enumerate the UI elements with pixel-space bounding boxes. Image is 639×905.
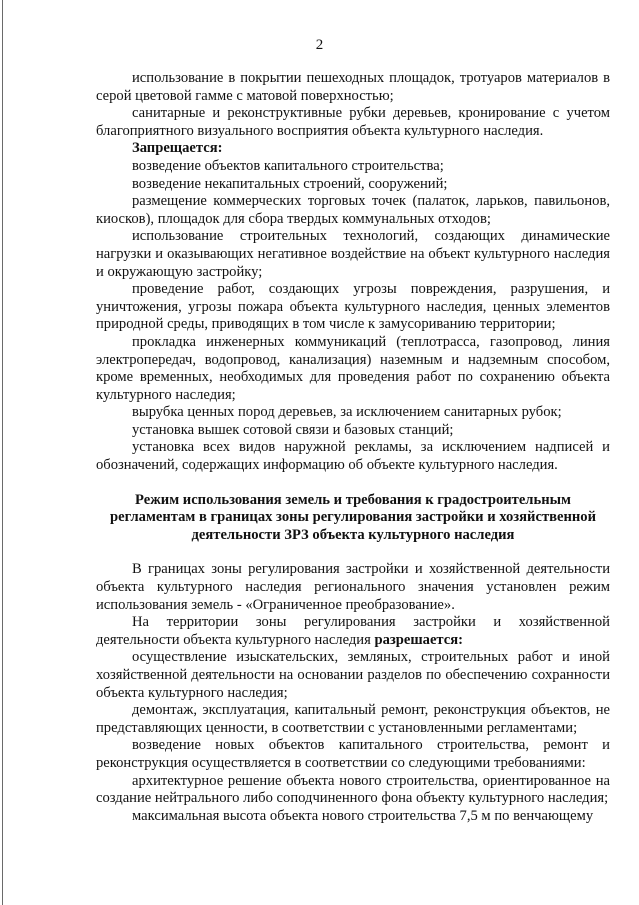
prohibited-item: проведение работ, создающих угрозы повреждения, разрушения, и уничтожения, угрозы пожара объекта культурного наследия, ценных элементов природной среды, приводящих в том числе к замусориванию территории; xyxy=(96,281,610,333)
document-body xyxy=(96,70,610,825)
allowed-item: возведение новых объектов капитального строительства, ремонт и реконструкция осуществляется в соответствии со следующими требованиями: xyxy=(96,737,610,771)
prohibited-item: использование строительных технологий, создающих динамические нагрузки и оказывающих негативное воздействие на объект культурного наследия и окружающую застройку; xyxy=(96,228,610,280)
prohibited-item: размещение коммерческих торговых точек (палаток, ларьков, павильонов, киосков), площадок для сбора твердых коммунальных отходов; xyxy=(96,193,610,227)
allowed-item: архитектурное решение объекта нового строительства, ориентированное на создание нейтрального либо соподчиненного фона объекту культурного наследия; xyxy=(96,772,610,807)
prohibited-item: возведение некапитальных строений, сооружений; xyxy=(132,175,448,192)
paragraph-allowed-intro: На территории зоны регулирования застройки и хозяйственной деятельности объекта культурного наследия разрешается: xyxy=(96,614,610,648)
page-number: 2 xyxy=(315,37,324,53)
section-heading xyxy=(96,492,610,545)
prohibited-item: установка всех видов наружной рекламы, за исключением надписей и обозначений, содержащих информацию об объекте культурного наследия. xyxy=(96,439,610,474)
allowed-label: разрешается: xyxy=(374,631,464,648)
heading-line: регламентам в границах зоны регулирования застройки и хозяйственной xyxy=(110,509,596,526)
allowed-item: демонтаж, эксплуатация, капитальный ремонт, реконструкция объектов, не представляющих ценности, в соответствии с установленными регламентами; xyxy=(96,702,610,736)
prohibited-item: возведение объектов капитального строительства; xyxy=(132,157,444,174)
prohibited-item: прокладка инженерных коммуникаций (теплотрасса, газопровод, линия электропередач, водопровод, канализация) наземным и надземным способом, кроме временных, необходимых для проведения работ по сохранению объекта культурного наследия; xyxy=(96,333,610,403)
paragraph-tree-cutting: санитарные и реконструктивные рубки деревьев, кронирование с учетом благоприятного визуального восприятия объекта культурного наследия. xyxy=(96,105,610,139)
paragraph-paving: использование в покрытии пешеходных площадок, тротуаров материалов в серой цветовой гамме с матовой поверхностью; xyxy=(96,70,610,104)
page-edge-line xyxy=(2,0,3,905)
prohibited-item: установка вышек сотовой связи и базовых станций; xyxy=(132,421,454,438)
allowed-item: максимальная высота объекта нового строительства 7,5 м по венчающему xyxy=(132,807,594,824)
heading-line: деятельности ЗРЗ объекта культурного наследия xyxy=(191,526,515,543)
paragraph-zone-regime: В границах зоны регулирования застройки и хозяйственной деятельности объекта культурного наследия регионального значения установлен режим использования земель - «Ограниченное преобразование». xyxy=(96,561,610,613)
prohibited-label: Запрещается: xyxy=(132,140,223,157)
allowed-item: осуществление изыскательских, земляных, строительных работ и иной хозяйственной деятельности на основании разделов по обеспечению сохранности объекта культурного наследия; xyxy=(96,649,610,701)
heading-line: Режим использования земель и требования к градостроительным xyxy=(135,491,571,508)
prohibited-item: вырубка ценных пород деревьев, за исключением санитарных рубок; xyxy=(132,404,562,421)
